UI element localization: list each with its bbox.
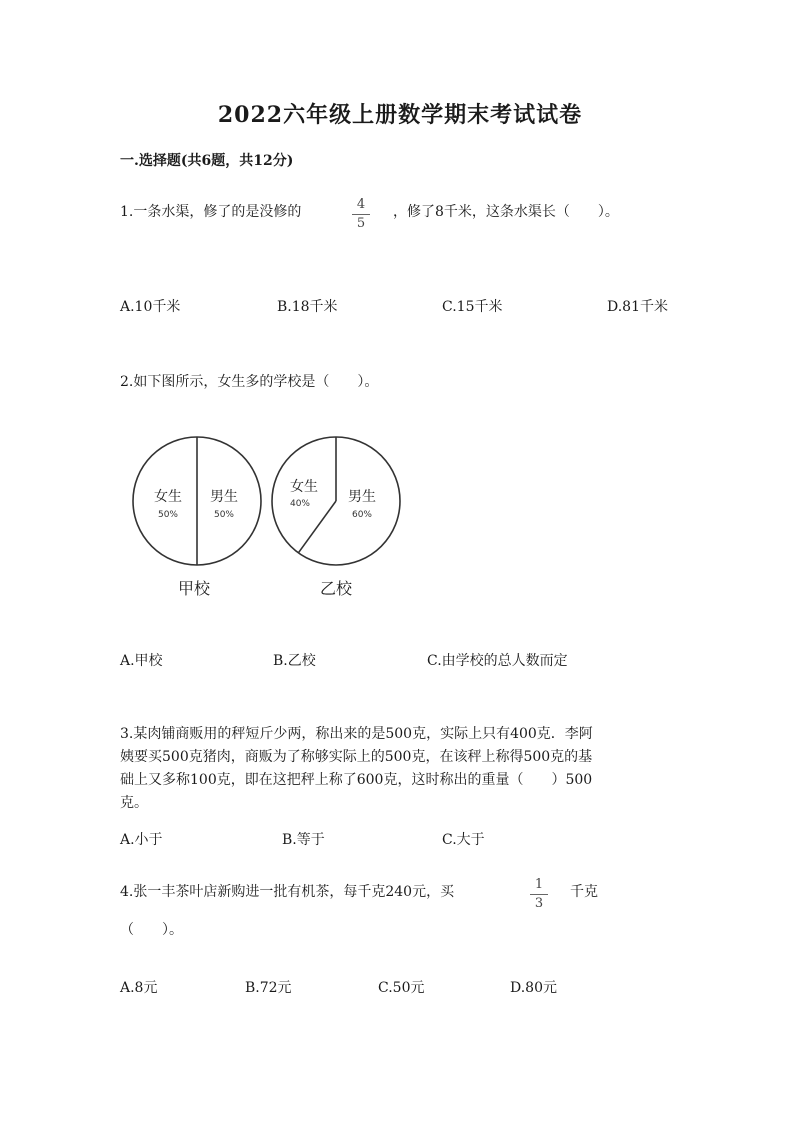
fraction-bar [530, 894, 548, 895]
school-b-boys-pct: 60% [351, 510, 373, 520]
question-3-line-2: 姨要买500克猪肉，商贩为了称够实际上的500克，在该秤上称得500克的基 [120, 749, 593, 765]
school-a-girls-label: 女生 [154, 489, 182, 505]
question-4-prefix: 4.张一丰茶叶店新购进一批有机茶，每千克240元，买 [120, 884, 455, 900]
option-d[interactable]: D.81千米 [607, 299, 668, 315]
fraction-denominator: 5 [356, 216, 366, 231]
pie-figure [120, 425, 420, 605]
option-b[interactable]: B.乙校 [273, 653, 316, 669]
section-heading: 一.选择题(共6题，共12分) [120, 153, 294, 169]
option-c[interactable]: C.由学校的总人数而定 [427, 653, 568, 669]
option-b[interactable]: B.等于 [282, 832, 325, 848]
fraction-bar [352, 214, 370, 215]
school-a-girls-pct: 50% [157, 510, 179, 520]
question-3-line-4: 克。 [120, 795, 148, 811]
question-1-suffix: ，修了8千米，这条水渠长（ ）。 [393, 204, 619, 220]
question-2-text: 2.如下图所示，女生多的学校是（ ）。 [120, 374, 379, 390]
option-c[interactable]: C.50元 [378, 980, 425, 996]
fraction-1-3 [528, 877, 550, 912]
question-3-line-1: 3.某肉铺商贩用的秤短斤少两，称出来的是500克，实际上只有400克．李阿 [120, 726, 593, 742]
school-b-boys-label: 男生 [348, 489, 376, 505]
question-3-line-3: 础上又多称100克，即在这把秤上称了600克，这时称出的重量（ ）500 [120, 772, 593, 788]
fraction-numerator: 1 [534, 877, 544, 892]
option-b[interactable]: B.18千米 [277, 299, 338, 315]
question-4-suffix: 千克 [570, 884, 598, 900]
question-1-prefix: 1.一条水渠，修了的是没修的 [120, 204, 302, 220]
fraction-denominator: 3 [534, 896, 544, 911]
school-b-girls-label: 女生 [290, 479, 318, 495]
option-a[interactable]: A.10千米 [120, 299, 181, 315]
question-4-line-2: （ ）。 [120, 922, 183, 938]
option-a[interactable]: A.甲校 [120, 653, 163, 669]
school-a-name: 甲校 [177, 579, 211, 598]
school-b-girls-pct: 40% [289, 499, 311, 509]
option-b[interactable]: B.72元 [245, 980, 292, 996]
school-b-name: 乙校 [319, 579, 353, 598]
option-c[interactable]: C.15千米 [442, 299, 503, 315]
page-title: 2022六年级上册数学期末考试试卷 [217, 102, 583, 128]
option-a[interactable]: A.8元 [120, 980, 158, 996]
school-a-boys-pct: 50% [213, 510, 235, 520]
option-a[interactable]: A.小于 [120, 832, 163, 848]
fraction-numerator: 4 [356, 197, 366, 212]
option-d[interactable]: D.80元 [510, 980, 557, 996]
fraction-4-5 [350, 197, 372, 232]
option-c[interactable]: C.大于 [442, 832, 485, 848]
school-a-boys-label: 男生 [210, 489, 238, 505]
